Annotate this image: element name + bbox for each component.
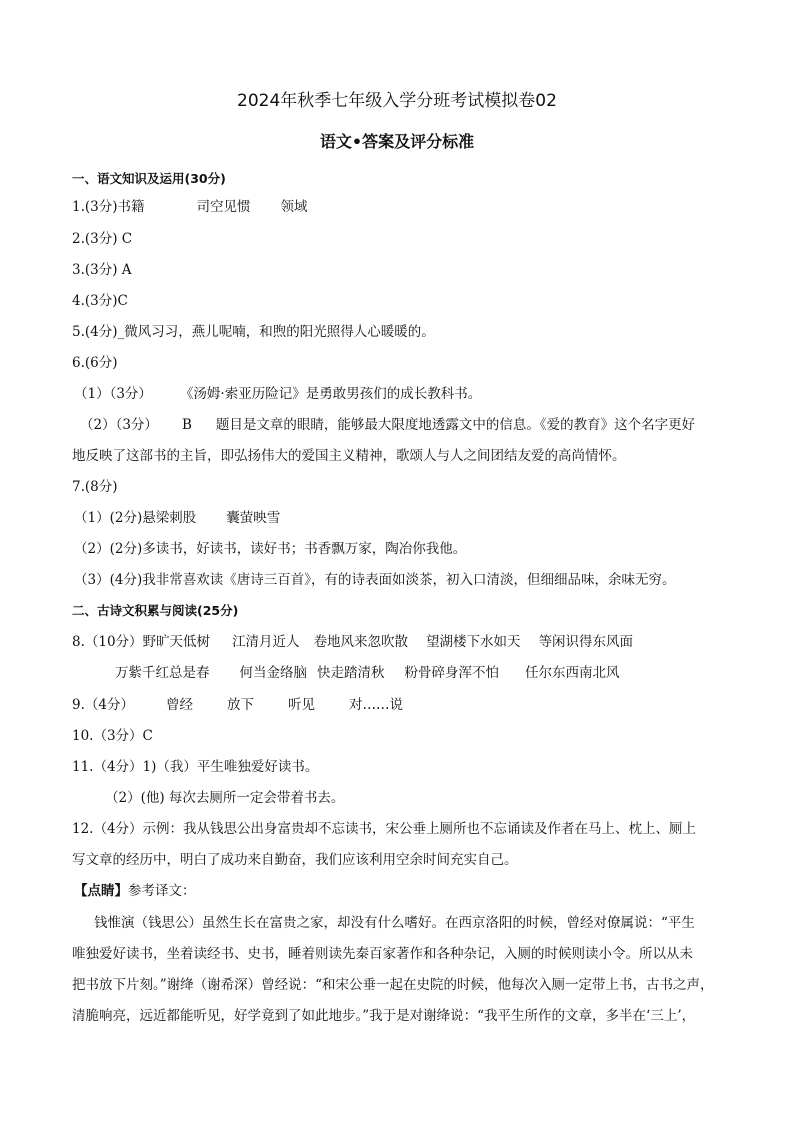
q8-answer: 江清月近人	[232, 634, 300, 650]
q8-answer: 粉骨碎身浑不怕	[404, 665, 499, 681]
question-5: 5.(4分)_微风习习，燕儿呢喃，和煦的阳光照得人心暖暖的。	[72, 324, 435, 340]
q6-p2-number: （2）（3分）	[80, 417, 158, 433]
q6-p1-number: （1）（3分）	[74, 386, 152, 402]
q8-answer: 任尔东西南北风	[525, 665, 620, 681]
q6-p1-answer: 《汤姆·索亚历险记》是勇敢男孩们的成长教科书。	[179, 386, 482, 402]
translation-paragraph-line-1: 钱惟演（钱思公）虽然生长在富贵之家，却没有什么嗜好。在西京洛阳的时候，曾经对僚属说：“平生	[94, 915, 695, 931]
question-6-part-2	[80, 416, 695, 434]
q8-answer: 望湖楼下水如天	[426, 634, 521, 650]
q7-p1-answer-2: 囊萤映雪	[226, 510, 281, 526]
translation-paragraph-line-2: 唯独爱好读书，坐着读经书、史书，睡着则读先秦百家著作和各种杂记，入厕的时候则读小令。所以从未	[72, 946, 693, 962]
q6-p2-text: 题目是文章的眼睛，能够最大限度地透露文中的信息。《爱的教育》这个名字更好	[215, 417, 696, 433]
question-7-part-2: （2）(2分)多读书，好读书，读好书；书香飘万家，陶冶你我他。	[74, 541, 467, 557]
exam-subtitle: 语文•答案及评分标准	[319, 132, 475, 151]
q8-answer: 野旷天低树	[142, 634, 211, 650]
q9-number: 9.（4分）	[72, 697, 134, 713]
question-6-part-2-continued: 地反映了这部书的主旨，即弘扬伟大的爱国主义精神，歌颂人与人之间团结友爱的高尚情怀。	[72, 448, 626, 464]
q9-answer: 听见	[287, 697, 315, 713]
question-4: 4.(3分)C	[72, 293, 128, 309]
q6-p2-choice: B	[181, 417, 192, 433]
question-7-part-1	[74, 509, 280, 527]
question-8-row-2	[115, 664, 620, 682]
q1-answer-3: 领域	[280, 199, 308, 215]
section-1-heading: 一、语文知识及运用(30分)	[72, 171, 226, 186]
q9-answer: 对……说	[348, 697, 403, 713]
question-9	[72, 696, 403, 714]
question-10: 10.（3分）C	[72, 728, 153, 744]
q9-answer: 放下	[226, 697, 254, 713]
question-3: 3.(3分) A	[72, 262, 132, 278]
q7-p1-answer-1: （1）(2分)悬梁刺股	[74, 510, 197, 526]
question-12-line-1: 12.（4分）示例：我从钱思公出身富贵却不忘读书，宋公垂上厕所也不忘诵读及作者在马上、枕上、厕上	[72, 821, 697, 837]
q8-answer: 等闲识得东风面	[538, 634, 634, 650]
tip-label-rest: 参考译文：	[128, 883, 196, 899]
question-1	[72, 198, 308, 216]
question-11-line-2: （2）(他) 每次去厕所一定会带着书去。	[105, 790, 345, 806]
question-6-heading: 6.(6分)	[72, 355, 118, 371]
q9-answer: 曾经	[165, 697, 193, 713]
question-8-row-1	[72, 633, 633, 651]
question-7-heading: 7.(8分)	[72, 479, 118, 495]
question-12-line-2: 写文章的经历中，明白了成功来自勤奋，我们应该利用空余时间充实自己。	[72, 852, 518, 868]
q1-answer-1: 1.(3分)书籍	[72, 199, 145, 215]
q8-answer: 万紫千红总是春	[115, 665, 210, 681]
translation-paragraph-line-3: 把书放下片刻。”谢绛（谢希深）曾经说：“和宋公垂一起在史院的时候，他每次入厕一定带上书，古书之声，	[72, 977, 714, 993]
tip-heading	[74, 882, 196, 900]
q1-answer-2: 司空见惯	[196, 199, 251, 215]
exam-title: 2024年秋季七年级入学分班考试模拟卷02	[237, 91, 557, 111]
question-7-part-3: （3）(4分)我非常喜欢读《唐诗三百首》，有的诗表面如淡茶，初入口清淡，但细细品味，余味无穷。	[74, 572, 676, 588]
q8-answer: 快走踏清秋	[317, 665, 385, 681]
q8-answer: 卷地风来忽吹散	[313, 634, 409, 650]
tip-label: 【点睛】	[74, 883, 128, 899]
section-2-heading: 二、古诗文积累与阅读(25分)	[72, 603, 239, 618]
translation-paragraph-line-4: 清脆响亮，远近都能听见，好学竟到了如此地步。”我于是对谢绛说：“我平生所作的文章，多半在‘三上’，	[72, 1008, 696, 1024]
question-6-part-1	[74, 385, 481, 403]
q8-answer: 何当金络脑	[239, 665, 307, 681]
question-2: 2.(3分) C	[72, 231, 133, 247]
question-11-line-1: 11.（4分）1)（我）平生唯独爱好读书。	[72, 759, 319, 775]
q8-number: 8.（10分）	[72, 634, 143, 650]
